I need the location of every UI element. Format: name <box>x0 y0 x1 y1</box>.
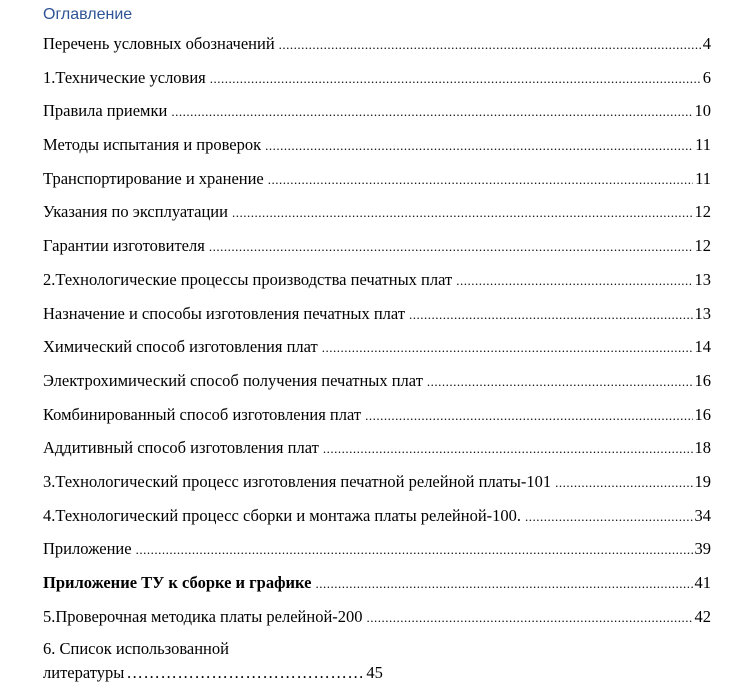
toc-leader <box>323 437 693 461</box>
toc-entry-title: Назначение и способы изготовления печатных плат <box>43 303 406 323</box>
toc-page-number: 11 <box>695 135 711 155</box>
toc-leader: …………………………………… <box>126 663 365 682</box>
toc-page-number: 39 <box>694 539 711 559</box>
toc-entry-title: 5.Проверочная методика платы релейной-200 <box>43 606 363 626</box>
toc-entry[interactable] <box>43 369 711 403</box>
toc-entry-title-line2: литературы <box>43 663 125 682</box>
toc-entry[interactable] <box>43 268 711 302</box>
toc-leader <box>427 370 693 394</box>
toc-entry-title: Приложение ТУ к сборке и графике <box>43 573 312 592</box>
toc-entry[interactable] <box>43 302 711 336</box>
toc-page-number: 6 <box>702 67 711 87</box>
toc-leader <box>525 505 692 529</box>
toc-leader <box>268 168 693 192</box>
toc-entry[interactable] <box>43 605 711 639</box>
toc-entry-title: Комбинированный способ изготовления плат <box>43 404 362 424</box>
toc-page-number: 34 <box>694 505 711 525</box>
toc-entry[interactable] <box>43 403 711 437</box>
toc-leader <box>210 67 701 91</box>
toc-entry-title: Приложение <box>43 539 132 559</box>
toc-leader <box>409 303 692 327</box>
toc-entry[interactable] <box>43 200 711 234</box>
toc-page-number: 11 <box>695 168 711 188</box>
toc-entry[interactable] <box>43 99 711 133</box>
toc-leader <box>171 100 692 124</box>
toc-leader <box>265 134 693 158</box>
toc-page-number: 42 <box>694 606 711 626</box>
toc-entry[interactable] <box>43 66 711 100</box>
toc-page-number: 16 <box>694 370 711 390</box>
toc-page-number: 14 <box>694 337 711 357</box>
toc-page-number: 16 <box>694 404 711 424</box>
toc-entry[interactable] <box>43 470 711 504</box>
toc-page-number: 12 <box>694 202 711 222</box>
toc-leader <box>315 572 692 596</box>
toc-entry[interactable] <box>43 571 711 605</box>
toc-page-number: 19 <box>694 471 711 491</box>
toc-entry-title: Аддитивный способ изготовления плат <box>43 438 319 458</box>
toc-page-number: 45 <box>366 663 383 682</box>
toc-entry-title: Химический способ изготовления плат <box>43 337 318 357</box>
toc-page-number: 10 <box>694 101 711 121</box>
toc-leader <box>367 606 693 630</box>
toc-entry-title: Правила приемки <box>43 101 168 121</box>
toc-leader <box>279 33 701 57</box>
toc-entry-bibliography[interactable] <box>43 637 383 685</box>
toc-entry[interactable] <box>43 504 711 538</box>
toc-page-number: 41 <box>694 573 711 592</box>
toc-leader <box>136 538 693 562</box>
toc-entry[interactable] <box>43 234 711 268</box>
toc-entry[interactable] <box>43 32 711 66</box>
toc-entry[interactable] <box>43 167 711 201</box>
toc-entry-title: 3.Технологический процесс изготовления печатной релейной платы-101 <box>43 471 552 491</box>
toc-leader <box>365 404 692 428</box>
toc-leader <box>209 235 693 259</box>
toc-list <box>43 32 711 638</box>
toc-page-number: 12 <box>694 236 711 256</box>
toc-entry-title: Указания по эксплуатации <box>43 202 228 222</box>
toc-page-number: 13 <box>694 269 711 289</box>
toc-page-number: 4 <box>702 34 711 53</box>
toc-leader <box>456 269 692 293</box>
toc-entry-title: Транспортирование и хранение <box>43 168 264 188</box>
toc-entry-title: 2.Технологические процессы производства печатных плат <box>43 269 453 289</box>
toc-entry[interactable] <box>43 537 711 571</box>
toc-leader <box>555 471 692 495</box>
toc-heading: Оглавление <box>43 6 133 23</box>
toc-entry-title: Гарантии изготовителя <box>43 236 205 256</box>
toc-entry[interactable] <box>43 335 711 369</box>
toc-entry-title-line1: 6. Список использованной <box>43 639 229 658</box>
toc-leader <box>232 201 693 225</box>
toc-entry-title: Электрохимический способ получения печатных плат <box>43 370 423 390</box>
toc-entry-title: Методы испытания и проверок <box>43 135 262 155</box>
toc-entry[interactable] <box>43 436 711 470</box>
toc-page-number: 18 <box>694 438 711 458</box>
toc-entry-title: 4.Технологический процесс сборки и монтажа платы релейной-100. <box>43 505 522 525</box>
toc-entry-title: 1.Технические условия <box>43 67 206 87</box>
toc-entry[interactable] <box>43 133 711 167</box>
toc-entry-title: Перечень условных обозначений <box>43 34 275 53</box>
toc-leader <box>322 336 693 360</box>
toc-page-number: 13 <box>694 303 711 323</box>
